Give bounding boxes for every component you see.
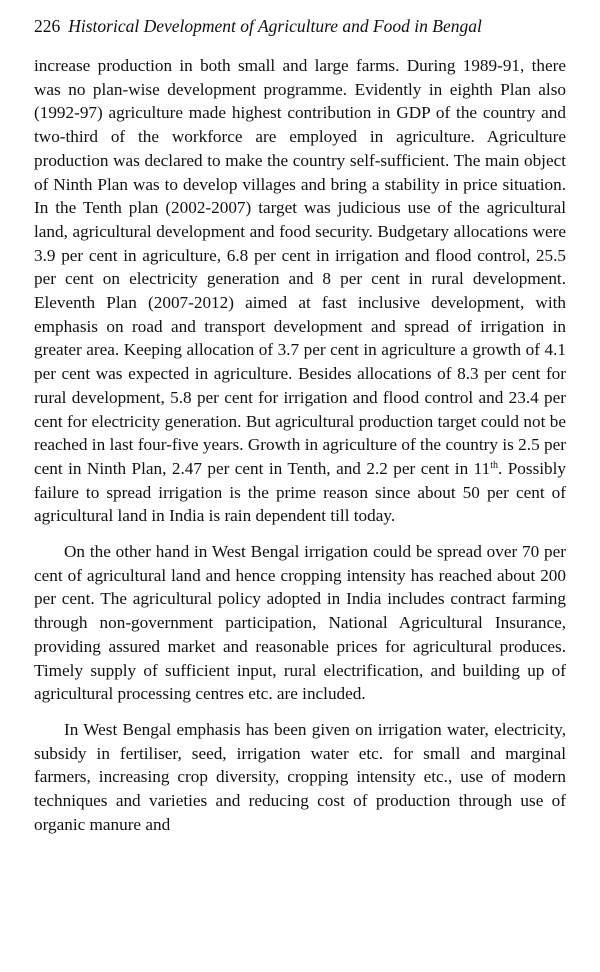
ordinal-superscript: th — [490, 459, 498, 471]
paragraph-continued — [34, 54, 566, 528]
running-title: Historical Development of Agriculture and Food in Bengal — [68, 16, 482, 36]
paragraph-text: . Possibly failure to spread irrigation is the prime reason since about 50 per cent of agricultural land in India is rain dependent till today. — [34, 458, 566, 526]
paragraph-west-bengal-irrigation: On the other hand in West Bengal irrigation could be spread over 70 per cent of agricultural land and hence cropping intensity has reached about 200 per cent. The agricultural policy adopted in India includes contract farming through non-government participation, National Agricultural Insurance, providing assured market and reasonable prices for agricultural produces. Timely supply of sufficient input, rural electrification, and building up of agricultural processing centres etc. are included. — [34, 542, 566, 704]
running-header — [34, 14, 566, 38]
book-page — [34, 14, 566, 837]
paragraph-text: increase production in both small and large farms. During 1989-91, there was no plan-wise development programme. Evidently in eighth Plan also (1992-97) agriculture made highest contribution in GDP of the country and two-third of the workforce are employed in agriculture. Agriculture production was declared to make the country self-sufficient. The main object of Ninth Plan was to develop villages and bring a stability in price situation. In the Tenth plan (2002-2007) target was judicious use of the agricultural land, agricultural development and food security. Budgetary allocations were 3.9 per cent in agriculture, 6.8 per cent in irrigation and flood control, 25.5 per cent on electricity generation and 8 per cent in rural development. Eleventh Plan (2007-2012) aimed at fast inclusive development, with emphasis on road and transport development and spread of irrigation in greater area. Keeping allocation of 3.7 per cent in agriculture a growth of 4.1 per cent was expected in agriculture. Besides allocations of 8.3 per cent for rural development, 5.8 per cent for irrigation and flood control and 23.4 per cent for electricity generation. But agricultural production target could not be reached in last four-five years. Growth in agriculture of the country is 2.5 per cent in Ninth Plan, 2.47 per cent in Tenth, and 2.2 per cent in 11 — [34, 56, 566, 478]
paragraph-west-bengal-emphasis: In West Bengal emphasis has been given on irrigation water, electricity, subsidy in fertiliser, seed, irrigation water etc. for small and marginal farmers, increasing crop diversity, cropping intensity etc., use of modern techniques and varieties and reducing cost of production through use of organic manure and — [34, 719, 566, 834]
page-number: 226 — [34, 16, 61, 36]
